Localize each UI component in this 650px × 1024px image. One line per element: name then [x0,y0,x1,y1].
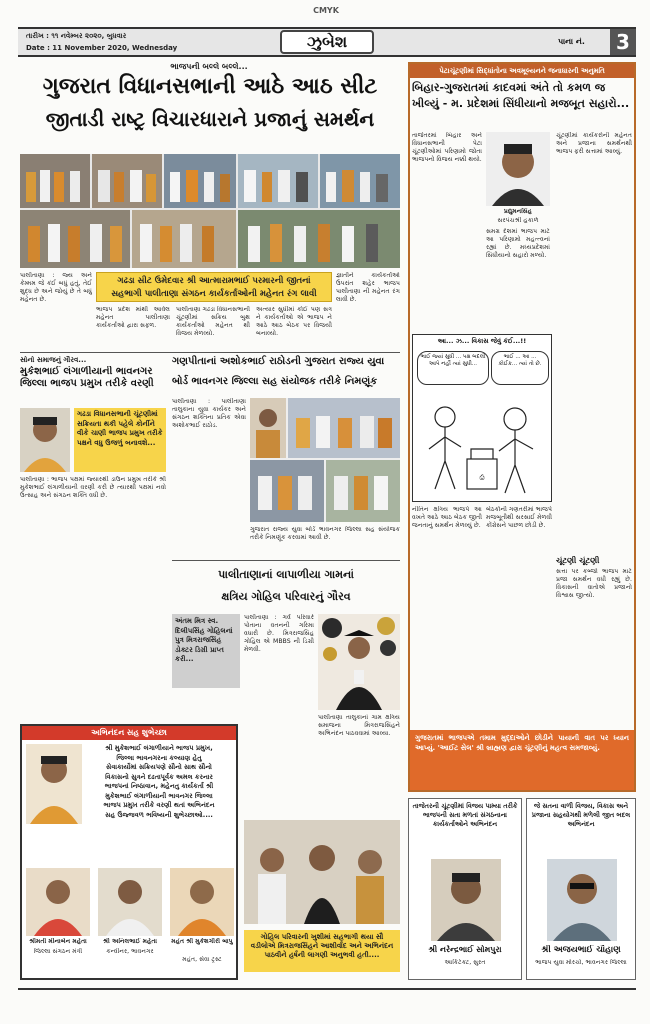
right-body-b: સમગ્ર દેશમાં ભાજપ માટે આ પરિણામો મહત્ત્વનાં રહ્યાં છે. મધ્યપ્રદેશમાં સિંધીયાનો સહારો મળ્યો. [486,228,550,259]
greeting2-name: શ્રી અજયભાઈ ચૌહાણ [541,945,621,955]
lead-subhead-line2: સહભાગી પાલીતાણા સંગઠન કાર્યકર્તાઓની મહેનત રંગ લાવી [111,289,317,299]
cartoon-bubble-3: ભાઈ ... આ ... કોઈક... ત્યાં તો છે. [491,351,549,385]
lead-photo-grid [20,154,400,268]
youth-headline-line2: બોર્ડ ભાવનગર જિલ્લા સહ સંયોજક તરીકે નિમણૂંક [172,376,378,387]
photo-group-5 [320,154,400,208]
district-photo [20,408,70,472]
village-body-col2: પાલીતાણા તાલુકાનાં ગામ ક્ષત્રિય સમાજના મિત્રરાજસિંહને અભિનંદન પાઠવવામાં આવ્યા. [318,714,400,737]
congrats-person-role-2: કન્વીનર, ભાવનગર [106,948,154,955]
district-headline: મુકેશભાઈ લંગાળીયાની ભાવનગર જિલ્લા ભાજપ પ્રમુખ તરીકે વરણી [20,366,154,389]
congrats-line6: મુકેશભાઈ લંગાળીયાની ભાવનગર જિલ્લા [105,791,213,800]
greeting1-photo [431,859,501,941]
greeting-box-2 [526,798,636,980]
masthead-bar [18,27,636,57]
date-gujarati: તારીખ : ૧૧ નવેમ્બર ૨૦૨૦, બુધવાર [26,32,127,40]
congrats-title: અભિનંદન સહ શુભેચ્છા [22,726,236,740]
lead-subhead-line1: ગઢડા સીટ ઉમેદવાર શ્રી આત્મારામભાઈ પરમારની જીતનાં [117,276,311,286]
congrats-person-name-1: શ્રીમતી મીનાબેન મહેતા [29,938,87,945]
youth-body-col1: પાલીતાણા : પાલીતાણા તાલુકાના યુવા કાર્યકર અને સંગઠન શક્તિના પ્રતિક એવા અશોકભાઈ રાઠોડ. [172,398,246,429]
right-body-c: ચૂંટણીમાં કાર્યકરોની મહેનત અને પ્રજાના સમર્થનથી ભાજપ ફરી સત્તામાં આવ્યું. [556,132,632,155]
cmyk-mark: CMYK [313,6,339,15]
lead-kicker: ભાજપની બલ્લે બલ્લે... [170,62,248,71]
congrats-person-name-2: શ્રી અનિલભાઈ મહેતા [103,938,157,945]
lead-body-col5: જ્ઞાતીને કાર્યકર્તાઓ ઉપરાંત શહેર ભાજપ પાલીતાણા ની મહેનત રંગ લાવી છે. [336,272,400,303]
columnist-photo [486,132,550,206]
congrats-person-role-1: જિલ્લા સંગઠન મંત્રી [33,948,83,955]
congrats-person-role-3: મહંત, સેવા ટ્રસ્ટ [182,956,222,963]
village-body-col1: પાલીતાણા : ગર્વ પરિવારે પોતાના વતનની ગરિમા વધારી છે. મિત્રરાજસિંહ ગોહિલ એ MBBS ની ડિગ્રી મેળવી. [244,614,314,653]
district-body: પાલીતાણા : ભાજપ પક્ષમાં જ્યારથી ડાઉન પ્રમુખ તરીકે શ્રી મુકેશભાઈ લંગાળીયાની વરણી કરી છે ત્યારથી પક્ષમાં નવો ઉત્સાહ અને સંગઠન શક્તિ વધી છે. [20,476,166,499]
congrats-person-photo-2 [98,868,162,936]
village-highlight-box: અંતમ મિત્ર સ્વ. દિલીપસિંહ ગોહિલનાં પુત્ર મિત્રરાજસિંહ ડોક્ટર ડિગ્રી પ્રાપ્ત કરી... [172,614,240,688]
lead-body-col1: પાલીતાણા : જ્ય અને કેમ્મમ જે કંઈ બધું હતું, તેઈ શુદ્ધ છે અને જોયું છે તે બધું મહેનત છે. [20,272,92,303]
congrats-person-photo-3 [170,868,234,936]
youth-photo-1 [250,398,286,458]
village-headline-line2: ક્ષત્રિય ગોહિલ પરિવારનું ગૌરવ [221,590,351,603]
greeting2-photo [547,859,617,941]
district-quote-box: ગઢડા વિધાનસભાની ચૂંટણીમાં સક્રિયતા થકી પહેલે કોર્નીને વીકે ચાણી ભાજપ પ્રમુખ તરીકે પક્ષને વધુ ઉજળું બનાવશે... [74,408,166,472]
congrats-line8: સહ ઉજ્જવળ ભવિષ્યની શુભેચ્છાઓ.... [105,810,213,819]
right-body-d: નીતિન ક્ષત્રિય ભાજપે આ વખતે આઠે આઠ બેઠક જીતી જનતાનું સમર્થન મેળવ્યું છે. [412,506,482,529]
right-banner: પેટાચૂંટણીમાં સિદ્ધાંતોના અવમૂલ્યનને જનાધારની અનુમતિ [410,64,634,78]
ballot-box-icon: ⎙ [479,474,485,481]
greeting1-text: તાજેતરની ચૂંટણીમાં વિજય પામ્યા તરીકે ભાજપની સતા મળતાં સંગઠનાના કાર્યકર્તાઓને અભિનંદન [412,802,518,828]
lead-body-col3: પાલીતાણા ગઢડા વિધાનસભાની ચૂંટણીમાં સક્રિય બુથ કાર્યકર્તાઓ મહેનત થી વિજય મેળવ્યો. [176,306,250,337]
photo-group-6 [20,210,130,268]
congrats-line5: ભાજપનાં નિષ્ઠાવાન, મહેનતુ કાર્યકર્તા શ્રી [104,782,214,790]
newspaper-logo: ઝુબેશ [280,30,374,54]
lead-body-col2: ભાજપ પ્રદેશ માંથી આવેલ મહેનત પાલીતાણા કાર્યકર્તાઓ દ્વારા સફળ. [96,306,170,329]
cartoon-drawing [415,389,549,499]
right-footer-note: ગુજરાતમાં ભાજપએ તમામ મુદ્દાઓને છોડીને પાયાની વાત પર ધ્યાન આપ્યું. 'આઈટ સેલ' શ્રી બ્રાહ્મણ દ્વારા ચૂંટણીનું મહત્વ સમજાવ્યું. [410,730,634,790]
congrats-line1: શ્રી મુકેશભાઈ લંગાળીયાને ભાજપ પ્રમુખ, [105,744,213,752]
photo-group-4 [238,154,318,208]
youth-photo-grid [250,398,400,522]
lead-subhead-box [96,272,332,302]
youth-photo-2 [288,398,400,458]
congrats-line3: સેવાકાર્યોમાં સક્રિયપણે સૌનો સાથ સૌનો [106,763,212,771]
greeting1-sub: આર્કિટેક્ટ, સુરત [444,959,486,966]
youth-headline-line1: ગણપીતાનાં અશોકભાઈ રાઠોડની ગુજરાત રાજ્ય યુવા [172,356,385,367]
congrats-line4: વિકાસનો સુત્રને દઢતાપૂર્વક અમલ કરનાર [105,772,213,781]
cartoon-bubble-2: ભાઈ જ્યાં સુધી ... પક્ષ બદલી આપે નહીં ત્યાં સુધી... [417,351,489,385]
date-english: Date : 11 November 2020, Wednesday [26,44,178,52]
village-photo-caption: ગોહિલ પરિવારની ખુશીમાં સહભાગી થયા સૌ વડીલોએ મિત્રરાજસિંહને આશીર્વાદ અને અભિનંદન પાઠવીને હર્ષની લાગણી અનુભવી હતી.... [244,930,400,972]
photo-group-3 [164,154,236,208]
right-body-f: સત્તા પર કબ્જો ભાજપ માટે પ્રજા સમર્થન વધી રહ્યું છે. વિકાસની વાતોએ પ્રજાનો વિશ્વાસ જીત્યો. [556,568,632,599]
village-photo-graduate [318,614,400,710]
congrats-main-photo [26,744,82,824]
right-body-a: તાજેતરમાં બિહાર અને વિધાનસભાની પેટા ચૂંટણીઓમાં પરિણામો જોતા ભાજપનો વિજય નક્કી થયો. [412,132,482,163]
greeting2-sub: ભાજપ યુવા મોરચો, ભાવનગર જિલ્લા [535,959,627,966]
village-headline-line1: પાલીતાણાનાં લાપાળીયા ગામનાં [218,568,354,581]
cartoon-panel [412,334,552,502]
photo-group-1 [20,154,90,208]
page-number: 3 [610,29,636,55]
columnist-name: પ્રદ્યુમનસિંહ [503,208,533,215]
district-kicker: સોનો સમાજનું ગૌરવ... [20,356,87,364]
page-label: પાના નં. [558,37,585,46]
photo-group-7 [132,210,236,268]
right-headline: બિહાર-ગુજરાતમાં કાદવમાં અંતે તો કમળ જ ખીલ્યું - મ. પ્રદેશમાં સિંધીયાનો મજબૂત સહારો... [412,81,630,110]
bottom-rule [18,988,636,990]
columnist-title: સરપંચશ્રી હકાળે [497,217,539,224]
photo-group-2 [92,154,162,208]
youth-body-col2: ગુજરાત રાજ્ય યુવા બોર્ડ ભાવનગર જિલ્લા સહ સંયોજક તરીકે નિમણૂંક કરવામાં આવી છે. [250,526,400,541]
congrats-ad [20,724,238,980]
greeting2-text: જે સતના વાળી વિજય, વિકાસ અને પ્રજાના સહયોગથી મળેલી જીત બદલ અભિનંદન [531,802,631,828]
right-body-e: બેઠકોની ગણતરીમાં ભાજપે મજબૂતીથી સરસાઈ મેળવી કોંગ્રેસને પાછળ છોડી છે. [486,506,552,529]
congrats-message [84,744,234,864]
congrats-line7: ભાજપ પ્રમુખ તરીકે વરણી થતાં અભિનંદન [103,801,215,809]
divider-youth [172,560,400,561]
lead-headline-line2: જીતાડી રાષ્ટ્ર વિચારધારાને પ્રજાનું સમર્થન [45,107,375,131]
lead-headline-line1: ગુજરાત વિધાનસભાની આઠે આઠ સીટ [42,74,378,99]
chunav-heading: ચૂંટણી ચૂંટણી [556,556,600,565]
cartoon-bubble-1: આ... ઝ... વિકાસ જેવું કંઈ...!! [437,337,527,345]
village-family-photo [244,820,400,924]
youth-photo-4 [326,460,400,522]
congrats-line2: જિલ્લા ભાવનગરના કલ્યાણ હેતુ [116,753,202,762]
photo-group-8 [238,210,400,268]
greeting1-name: શ્રી નરેન્દ્રભાઈ સોમપુરા [428,945,502,954]
youth-photo-3 [250,460,324,522]
congrats-person-photo-1 [26,868,90,936]
greeting-box-1 [408,798,522,980]
lead-body-col4: અત્યાર સુધીમાં કોઈ પણ સત્ર ને કાર્યકર્તાઓ એ ભાજપ ને આઠે આઠ બેઠક પર વિજયી બનાવ્યો. [256,306,332,337]
congrats-person-name-3: મહંત શ્રી મુકેશગીરી બાપુ [171,938,233,945]
